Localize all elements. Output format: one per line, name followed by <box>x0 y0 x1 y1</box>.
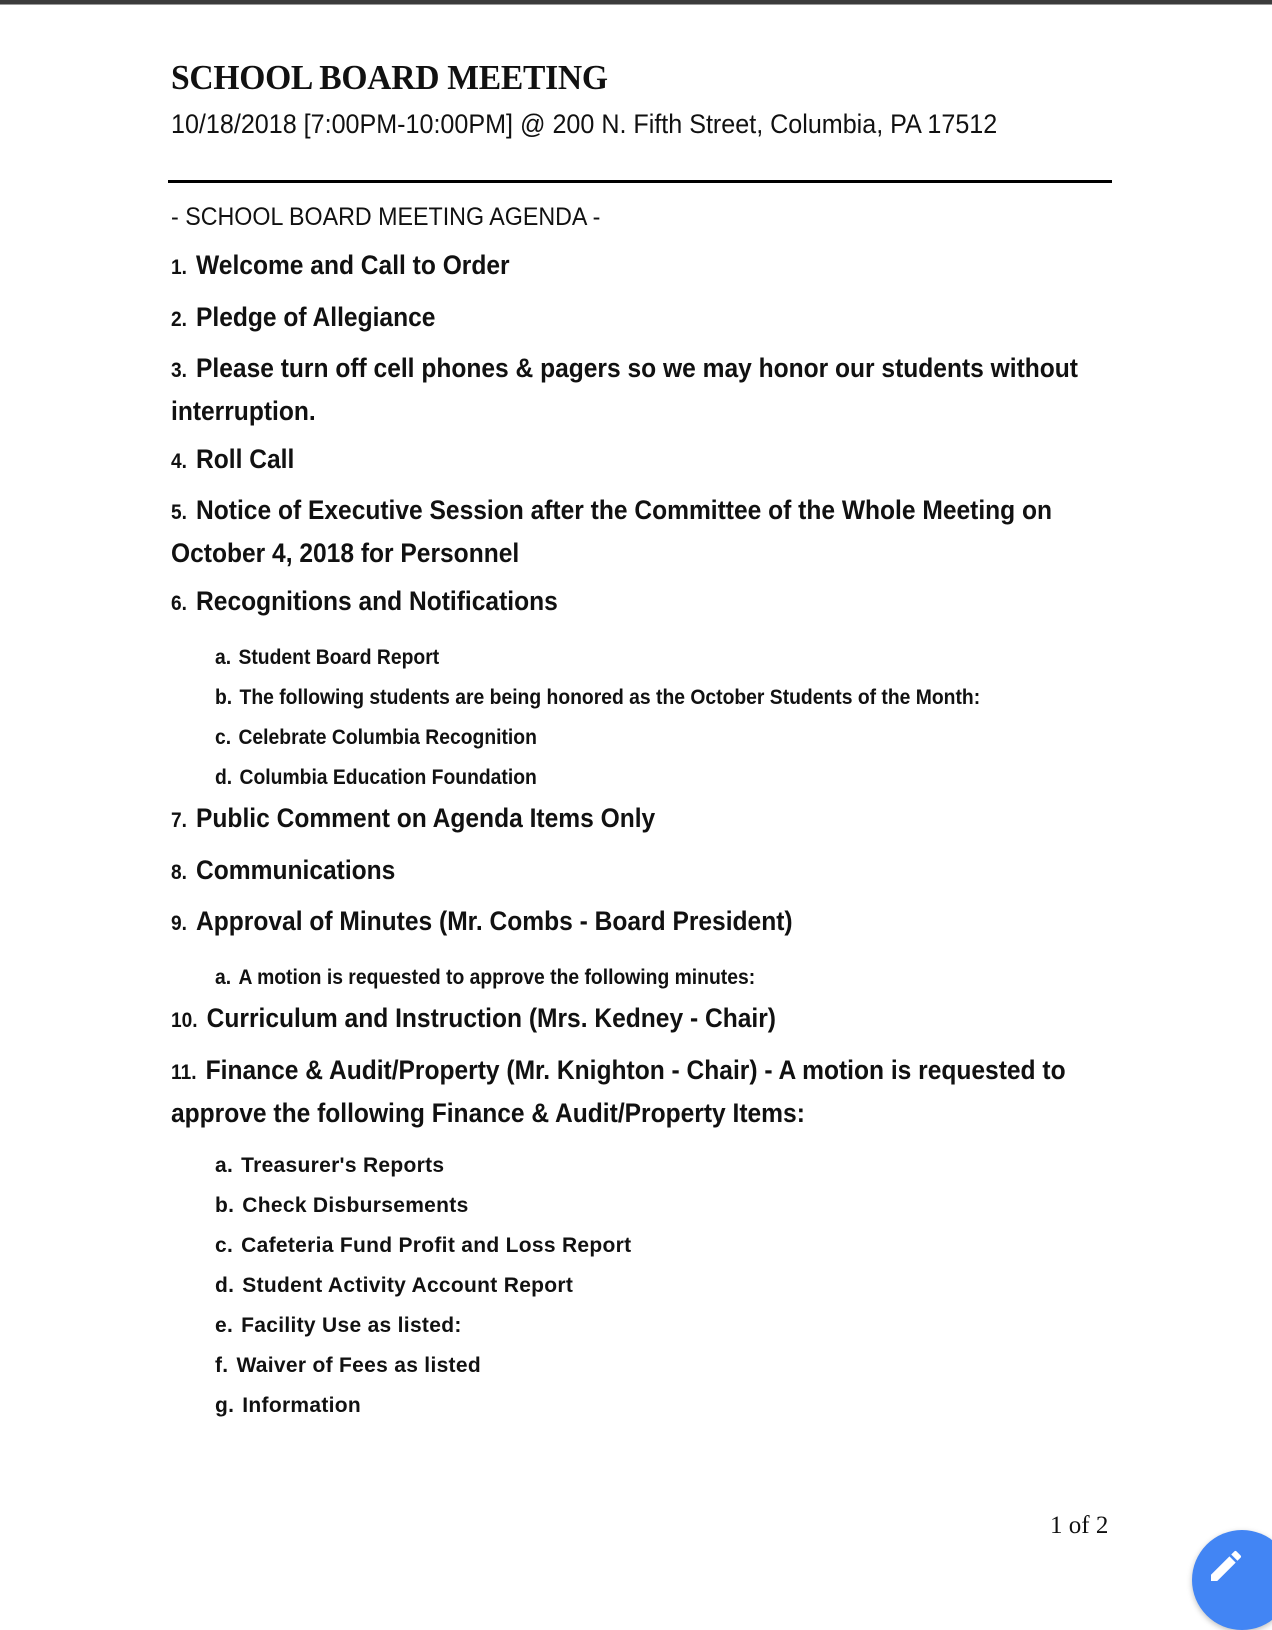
item-text: Recognitions and Notifications <box>196 586 558 616</box>
agenda-item-5 <box>171 490 1136 573</box>
item-text: Public Comment on Agenda Items Only <box>196 803 656 833</box>
subitem-text: Celebrate Columbia Recognition <box>238 726 537 749</box>
agenda-item-3 <box>171 348 1136 431</box>
page-indicator: 1 of 2 <box>1050 1512 1109 1539</box>
subitem-letter: a. <box>215 1154 234 1177</box>
item-number: 11. <box>171 1061 197 1084</box>
item-number: 6. <box>171 592 187 615</box>
subitem-letter: b. <box>215 686 233 709</box>
item-number: 5. <box>171 501 187 524</box>
agenda-item-9 <box>171 901 1045 944</box>
item-number: 8. <box>171 861 187 884</box>
subitem-letter: d. <box>215 766 233 789</box>
item-number: 4. <box>171 450 187 473</box>
subitem-text: Columbia Education Foundation <box>239 766 537 789</box>
subitem-text: Waiver of Fees as listed <box>236 1354 481 1377</box>
agenda-subitem-11g <box>215 1391 361 1421</box>
agenda-subitem-9a <box>215 963 755 993</box>
subitem-letter: a. <box>215 646 232 669</box>
agenda-item-8 <box>171 850 1045 893</box>
agenda-subitem-11e <box>215 1311 462 1341</box>
agenda-item-10 <box>171 998 1045 1041</box>
agenda-subitem-11d <box>215 1271 573 1301</box>
item-text: Pledge of Allegiance <box>196 302 436 332</box>
item-text: Please turn off cell phones & pagers so we may honor our students without interruption. <box>171 353 1078 426</box>
subitem-text: Check Disbursements <box>242 1194 469 1217</box>
agenda-subitem-6c <box>215 723 537 753</box>
item-text: Communications <box>196 855 396 885</box>
item-text: Notice of Executive Session after the Committee of the Whole Meeting on October 4, 2018 for Personnel <box>171 495 1053 568</box>
item-text: Roll Call <box>196 444 295 474</box>
item-text: Finance & Audit/Property (Mr. Knighton - Chair) - A motion is requested to approve the following Finance & Audit/Property Items: <box>171 1055 1066 1128</box>
subitem-text: A motion is requested to approve the following minutes: <box>238 966 756 989</box>
agenda-item-6 <box>171 581 1045 624</box>
subitem-letter: c. <box>215 1234 234 1257</box>
item-number: 10. <box>171 1009 198 1032</box>
agenda-subitem-6a <box>215 643 439 673</box>
header-divider <box>168 180 1112 183</box>
agenda-heading: - SCHOOL BOARD MEETING AGENDA - <box>171 203 601 231</box>
agenda-subitem-11b <box>215 1191 469 1221</box>
agenda-subitem-11f <box>215 1351 481 1381</box>
agenda-item-7 <box>171 798 1045 841</box>
document-title: SCHOOL BOARD MEETING <box>171 58 608 97</box>
subitem-text: Student Activity Account Report <box>242 1274 574 1297</box>
item-number: 3. <box>171 359 187 382</box>
agenda-subitem-6d <box>215 763 537 793</box>
item-text: Curriculum and Instruction (Mrs. Kedney - Chair) <box>206 1003 776 1033</box>
agenda-item-11 <box>171 1050 1136 1133</box>
subitem-text: Student Board Report <box>238 646 440 669</box>
subitem-text: Treasurer's Reports <box>241 1154 445 1177</box>
subitem-text: Information <box>242 1394 362 1417</box>
subitem-letter: g. <box>215 1394 235 1417</box>
subitem-letter: e. <box>215 1314 234 1337</box>
item-number: 9. <box>171 912 187 935</box>
agenda-item-2 <box>171 297 1045 340</box>
item-number: 2. <box>171 308 187 331</box>
subitem-letter: d. <box>215 1274 235 1297</box>
pencil-icon <box>1206 1546 1246 1586</box>
agenda-subitem-11c <box>215 1231 631 1261</box>
subitem-text: Facility Use as listed: <box>241 1314 462 1337</box>
item-number: 1. <box>171 256 187 279</box>
meeting-details: 10/18/2018 [7:00PM-10:00PM] @ 200 N. Fifth Street, Columbia, PA 17512 <box>171 109 998 139</box>
agenda-subitem-6b <box>215 683 980 713</box>
agenda-subitem-11a <box>215 1151 444 1181</box>
subitem-letter: c. <box>215 726 232 749</box>
subitem-text: Cafeteria Fund Profit and Loss Report <box>241 1234 632 1257</box>
subitem-letter: a. <box>215 966 232 989</box>
item-text: Approval of Minutes (Mr. Combs - Board President) <box>196 906 793 936</box>
subitem-letter: b. <box>215 1194 235 1217</box>
subitem-letter: f. <box>215 1354 229 1377</box>
item-text: Welcome and Call to Order <box>196 250 510 280</box>
agenda-item-1 <box>171 245 1045 288</box>
item-number: 7. <box>171 809 187 832</box>
subitem-text: The following students are being honored as the October Students of the Month: <box>239 686 981 709</box>
agenda-item-4 <box>171 439 1045 482</box>
